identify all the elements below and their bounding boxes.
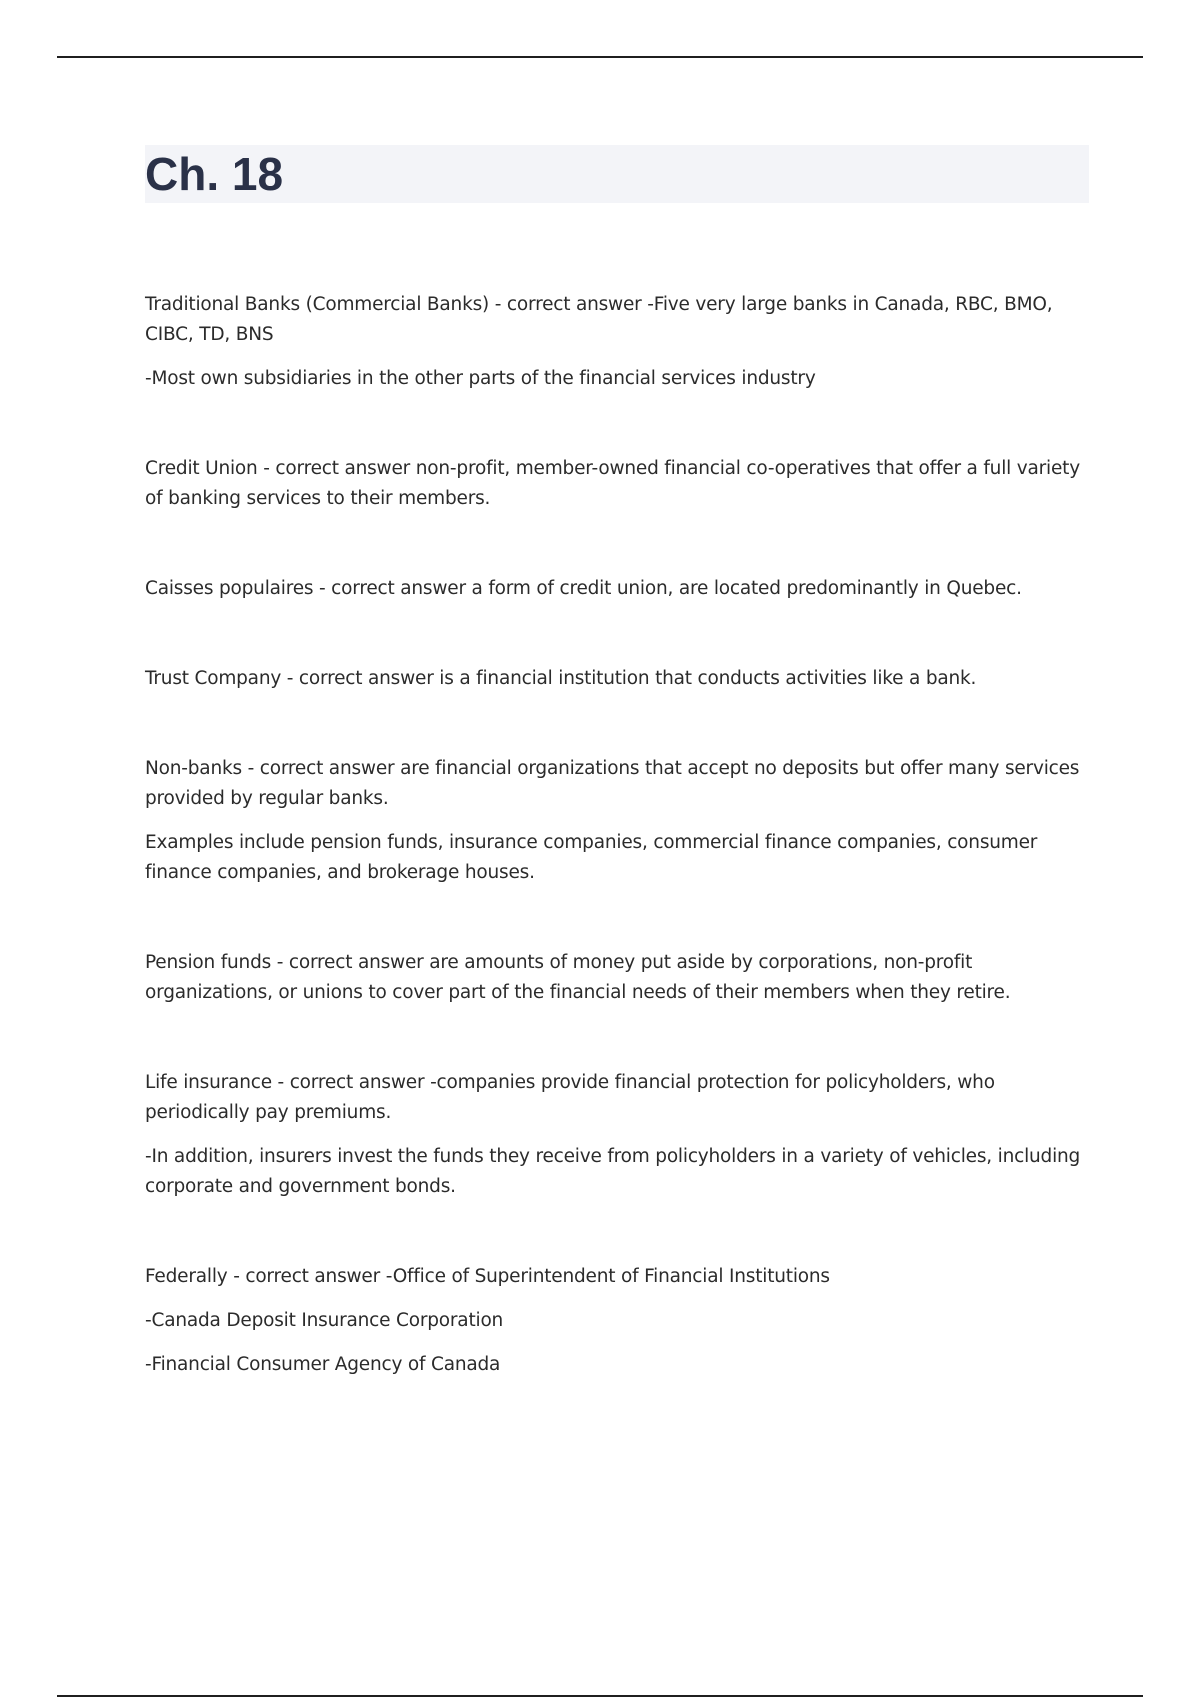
entry-paragraph: Trust Company - correct answer is a financial institution that conducts activities like a bank. <box>145 668 977 689</box>
entry-caisses-populaires <box>145 574 1090 604</box>
entry-traditional-banks <box>145 290 1090 394</box>
top-divider <box>57 56 1143 58</box>
entry-paragraph: Non-banks - correct answer are financial organizations that accept no deposits but offer many services provided by regular banks. <box>145 758 1080 809</box>
entry-credit-union <box>145 454 1090 514</box>
entry-paragraph: Federally - correct answer -Office of Superintendent of Financial Institutions <box>145 1266 830 1287</box>
entry-paragraph: -In addition, insurers invest the funds they receive from policyholders in a variety of vehicles, including corporate and government bonds. <box>145 1146 1081 1197</box>
entry-paragraph: -Most own subsidiaries in the other parts of the financial services industry <box>145 368 816 389</box>
entry-paragraph: Credit Union - correct answer non-profit, member-owned financial co-operatives that offer a full variety of banking services to their members. <box>145 458 1080 509</box>
entry-paragraph: -Canada Deposit Insurance Corporation <box>145 1310 504 1331</box>
entry-trust-company <box>145 664 1090 694</box>
entry-paragraph: Examples include pension funds, insurance companies, commercial finance companies, consumer finance companies, and brokerage houses. <box>145 832 1038 883</box>
entry-life-insurance <box>145 1068 1090 1202</box>
entry-pension-funds <box>145 948 1090 1008</box>
entry-paragraph: -Financial Consumer Agency of Canada <box>145 1354 501 1375</box>
bottom-divider <box>57 1695 1143 1697</box>
title-band <box>145 145 1089 203</box>
page-title: Ch. 18 <box>145 148 284 200</box>
entry-paragraph: Pension funds - correct answer are amounts of money put aside by corporations, non-profit organizations, or unions to cover part of the financial needs of their members when they retire. <box>145 952 1011 1003</box>
entry-paragraph: Life insurance - correct answer -companies provide financial protection for policyholders, who periodically pay premiums. <box>145 1072 995 1123</box>
entry-federally <box>145 1262 1090 1380</box>
entry-paragraph: Caisses populaires - correct answer a form of credit union, are located predominantly in Quebec. <box>145 578 1022 599</box>
entry-paragraph: Traditional Banks (Commercial Banks) - correct answer -Five very large banks in Canada, RBC, BMO, CIBC, TD, BNS <box>145 294 1053 345</box>
entry-non-banks <box>145 754 1090 888</box>
document-body <box>145 290 1090 1440</box>
